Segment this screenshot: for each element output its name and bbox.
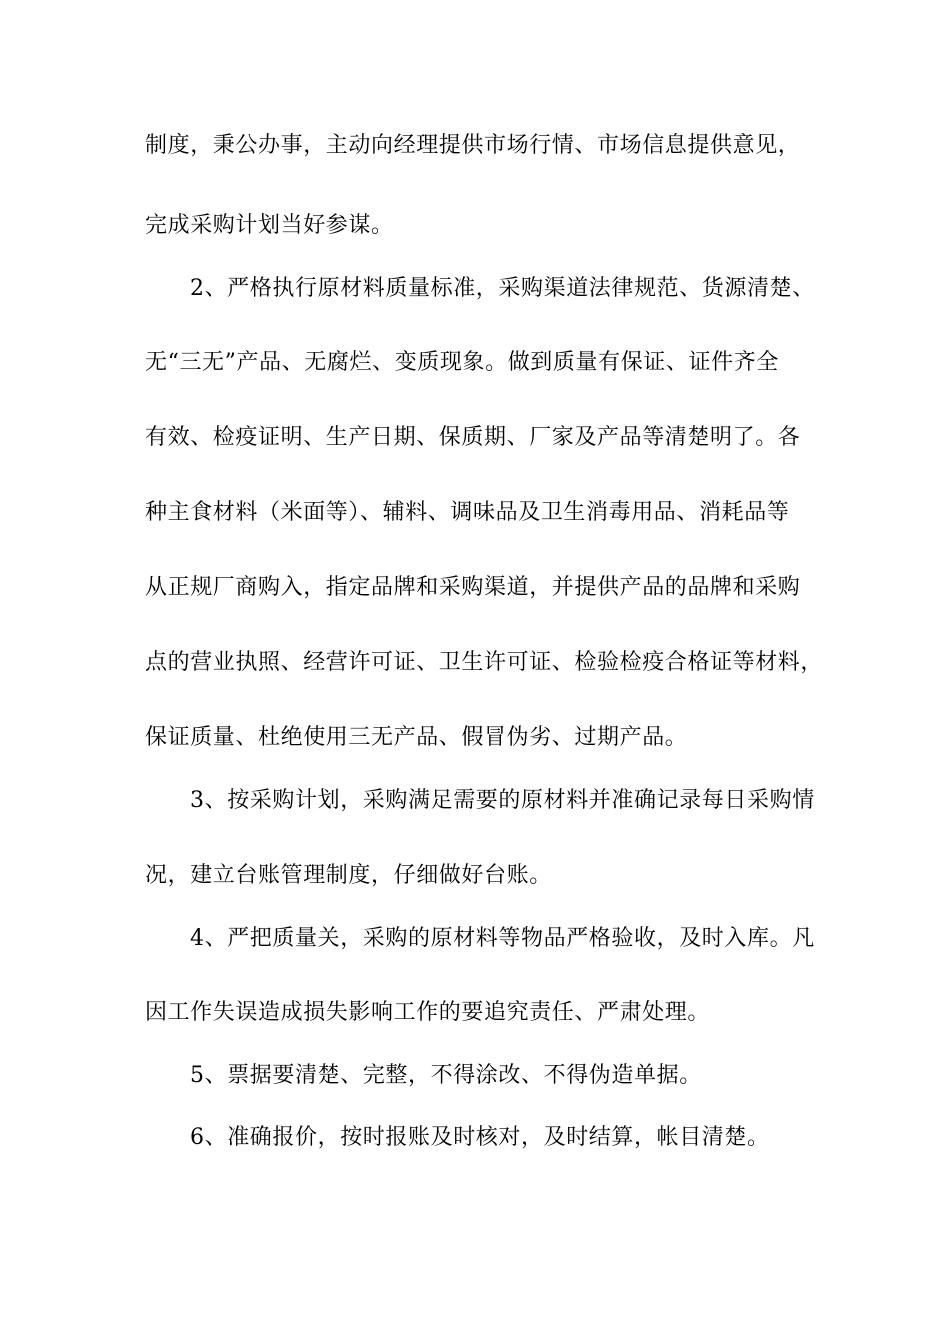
text-line-content: 3、按采购计划，采购满足需要的原材料并准确记录每日采购情 — [190, 788, 815, 813]
text-line-content: 点的营业执照、经营许可证、卫生许可证、检验检疫合格证等材料， — [145, 650, 824, 675]
text-line-content: 保证质量、杜绝使用三无产品、假冒伪劣、过期产品。 — [145, 725, 688, 750]
text-line-content: 从正规厂商购入，指定品牌和采购渠道，并提供产品的品牌和采购 — [145, 575, 801, 600]
text-line-content: 制度，秉公办事，主动向经理提供市场行情、市场信息提供意见， — [145, 133, 801, 158]
text-line-content: 4、严把质量关，采购的原材料等物品严格验收，及时入库。凡 — [190, 926, 815, 951]
text-line-content: 有效、检疫证明、生产日期、保质期、厂家及产品等清楚明了。各 — [145, 425, 801, 450]
text-line-content: 2、严格执行原材料质量标准，采购渠道法律规范、货源清楚、 — [190, 276, 815, 301]
text-line-content: 况，建立台账管理制度，仔细做好台账。 — [145, 863, 552, 888]
text-line-content: 因工作失误造成损失影响工作的要追究责任、严肃处理。 — [145, 1000, 711, 1025]
text-line-content: 6、准确报价，按时报账及时核对，及时结算，帐目清楚。 — [190, 1125, 770, 1150]
text-line-content: 完成采购计划当好参谋。 — [145, 213, 394, 238]
text-line-content: 5、票据要清楚、完整，不得涂改、不得伪造单据。 — [190, 1063, 702, 1088]
text-line-content: 种主食材料（米面等）、辅料、调味品及卫生消毒用品、消耗品等 — [145, 500, 790, 525]
text-line-content: 无“三无”产品、无腐烂、变质现象。做到质量有保证、证件齐全 — [145, 350, 779, 375]
